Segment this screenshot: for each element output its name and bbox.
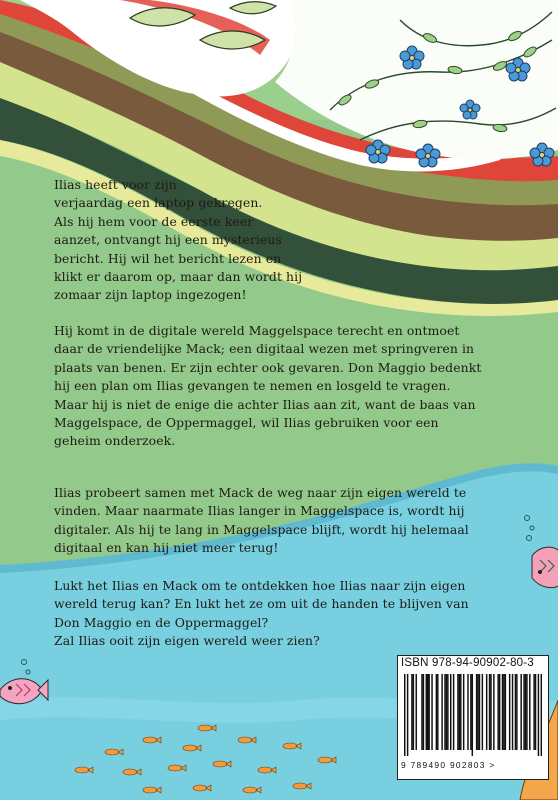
barcode-bar (490, 674, 491, 750)
barcode-bar (477, 674, 478, 750)
barcode-bar (541, 674, 542, 756)
barcode-bar (421, 674, 422, 750)
barcode-bar (453, 674, 454, 750)
blurb-paragraph-3 (54, 484, 469, 558)
text-line: digitaler. Als hij te lang in Maggelspace blijft, wordt hij helemaal (54, 521, 469, 537)
barcode-bar (493, 674, 494, 750)
barcode-bar (411, 674, 412, 750)
text-line: bericht. Hij wil het bericht lezen en (54, 250, 282, 266)
blurb-paragraph-4 (54, 577, 469, 651)
text-line: Don Maggio en de Oppermaggel? (54, 614, 269, 630)
text-line: wereld terug kan? En lukt het ze om uit de handen te blijven van (54, 596, 469, 612)
barcode-bar (416, 674, 417, 750)
fish-icon (532, 547, 558, 587)
barcode-bar (512, 674, 513, 750)
text-line: digitaal en kan hij niet meer terug! (54, 540, 279, 556)
text-line: Ilias heeft voor zijn (54, 177, 177, 192)
barcode-bar (472, 674, 473, 756)
barcode-bar (441, 674, 442, 750)
barcode-bar (503, 674, 504, 750)
barcode-bar (427, 674, 428, 750)
text-line: Lukt het Ilias en Mack om te ontdekken hoe Ilias naar zijn eigen (54, 578, 466, 593)
text-line: plaats van benen. Er zijn echter ook gevaren. Don Maggio bedenkt (54, 359, 482, 375)
text-line: Als hij hem voor de eerste keer (54, 213, 254, 229)
text-line: geheim onderzoek. (54, 433, 176, 449)
barcode-bar (505, 674, 506, 750)
barcode-bar (457, 674, 458, 750)
barcode-bar (538, 674, 539, 756)
barcode-bar (533, 674, 534, 750)
text-line: aanzet, ontvangt hij een mysterieus (54, 232, 282, 248)
text-line: daar de vriendelijke Mack; een digitaal wezen met springveren in (54, 341, 475, 357)
barcode-bar (447, 674, 448, 750)
barcode-bar (525, 674, 526, 750)
barcode-bar (436, 674, 437, 750)
barcode-bar (489, 674, 490, 750)
barcode-bar (526, 674, 527, 750)
barcode-bar (446, 674, 447, 750)
barcode-bar (459, 674, 460, 750)
text-line: verjaardag een laptop gekregen. (54, 195, 263, 211)
blurb-paragraph-1 (54, 176, 302, 305)
barcode-bars (404, 674, 542, 756)
barcode-bar (444, 674, 445, 750)
barcode-bar (463, 674, 464, 750)
barcode-bar (426, 674, 427, 750)
isbn-barcode (397, 655, 549, 780)
barcode-bar (479, 674, 480, 750)
barcode-bar (497, 674, 498, 750)
barcode-bar (509, 674, 510, 750)
text-line: Maar hij is niet de enige die achter Ilias aan zit, want de baas van (54, 396, 476, 412)
text-line: Maggelspace, de Oppermaggel, wil Ilias gebruiken voor een (54, 415, 439, 431)
barcode-bar (515, 674, 516, 750)
text-line: zomaar zijn laptop ingezogen! (54, 287, 247, 303)
text-line: hij een plan om Ilias gevangen te nemen en losgeld te vragen. (54, 378, 451, 394)
barcode-bar (523, 674, 524, 750)
barcode-bar (423, 674, 424, 750)
barcode-bar (520, 674, 521, 750)
text-line: Hij komt in de digitale wereld Maggelspace terecht en ontmoet (54, 323, 460, 338)
barcode-bar (467, 674, 468, 750)
barcode-digits: 9 789490 902803 > (401, 760, 496, 770)
barcode-bar (407, 674, 408, 756)
barcode-bar (428, 674, 429, 750)
barcode-bar (516, 674, 517, 750)
text-line: klikt er daarom op, maar dan wordt hij (54, 269, 303, 285)
barcode-bar (529, 674, 530, 750)
blurb-paragraph-2 (54, 322, 481, 451)
barcode-bar (413, 674, 414, 750)
text-line: Ilias probeert samen met Mack de weg naar zijn eigen wereld te (54, 485, 467, 500)
barcode-bar (486, 674, 487, 750)
barcode-bar (460, 674, 461, 750)
barcode-bar (499, 674, 500, 750)
barcode-bar (431, 674, 432, 750)
barcode-bar (404, 674, 405, 756)
text-line: vinden. Maar naarmate Ilias langer in Maggelspace is, wordt hij (54, 503, 465, 519)
barcode-bar (502, 674, 503, 750)
barcode-bar (470, 674, 471, 750)
isbn-label: ISBN 978-94-90902-80-3 (401, 657, 534, 669)
barcode-bar (476, 674, 477, 750)
barcode-bar (437, 674, 438, 750)
text-line: Zal Ilias ooit zijn eigen wereld weer zien? (54, 633, 320, 649)
barcode-bar (482, 674, 483, 750)
barcode-bar (450, 674, 451, 750)
barcode-bar (535, 674, 536, 750)
